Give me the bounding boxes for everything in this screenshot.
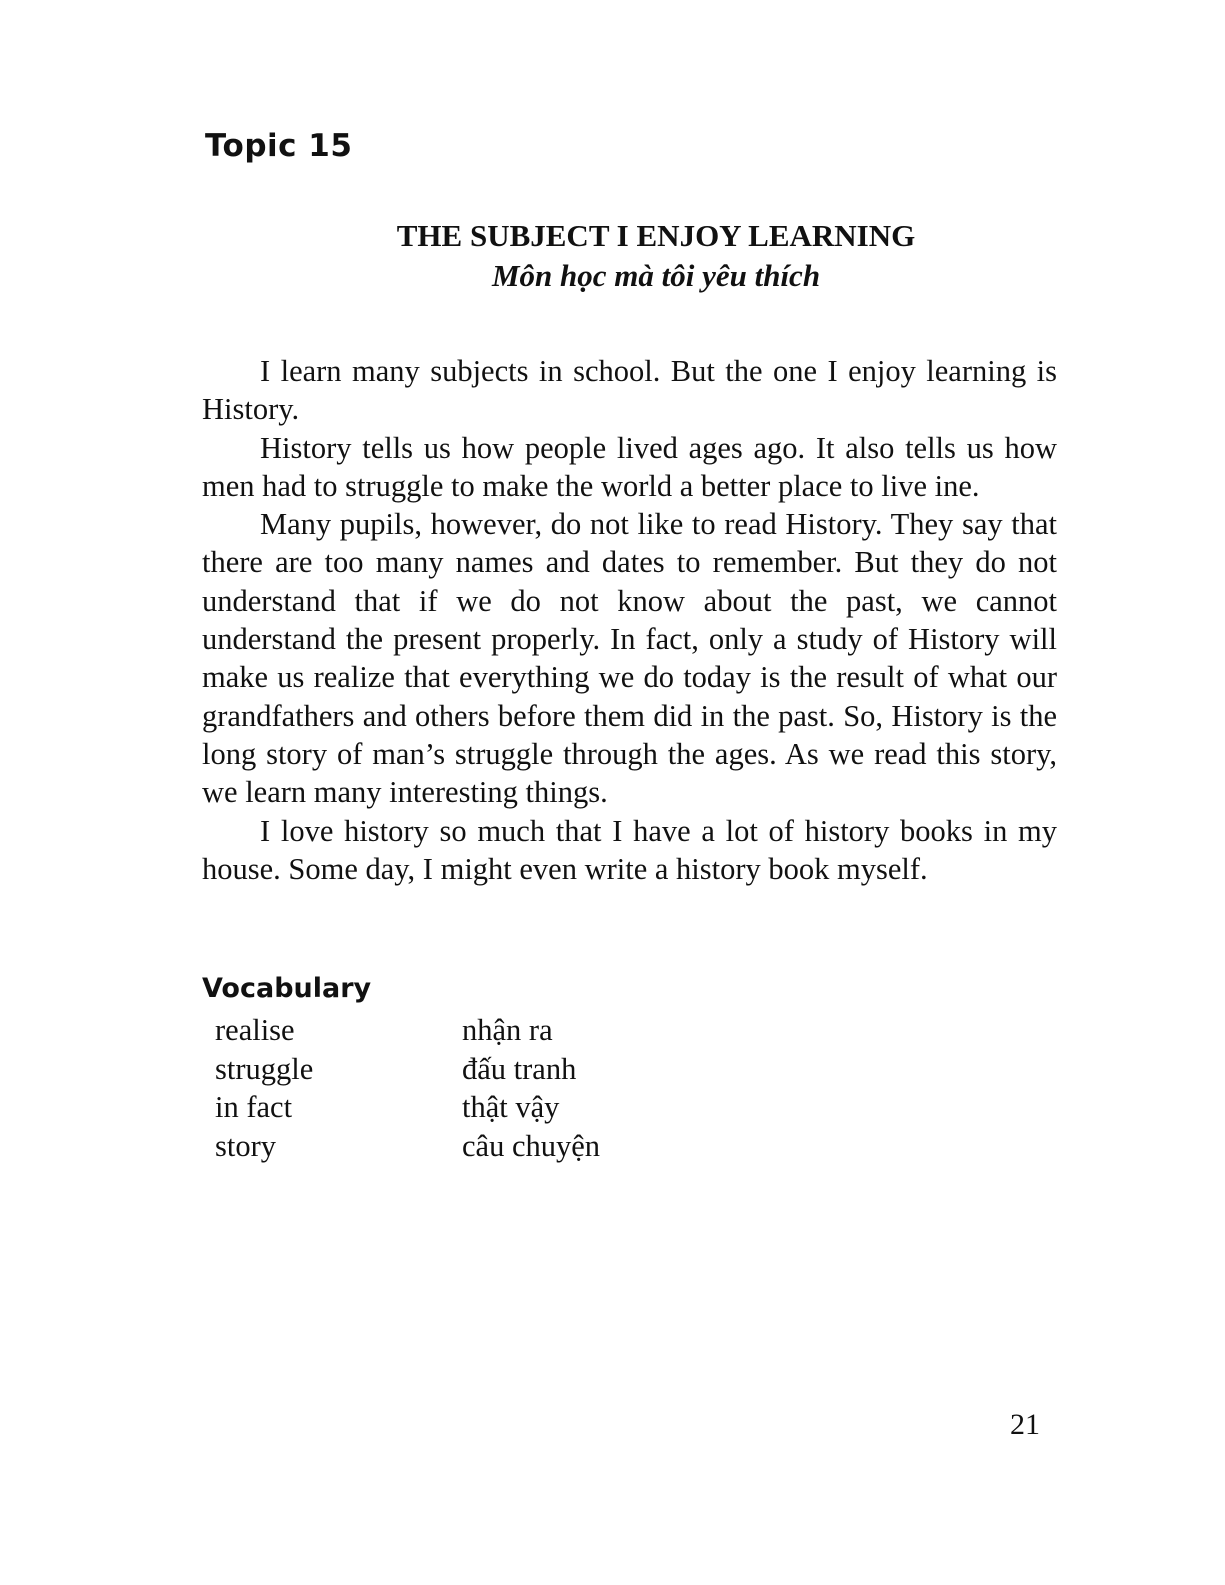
body-text: [202, 352, 1057, 888]
topic-heading: Topic 15: [205, 128, 353, 164]
vocabulary-heading: Vocabulary: [202, 973, 372, 1004]
vocabulary-term: realise: [215, 1013, 295, 1047]
paragraph-1: I learn many subjects in school. But the one I enjoy learning is History.: [202, 354, 1057, 427]
vocabulary-row: [215, 1011, 600, 1050]
paragraph-2: History tells us how people lived ages ago. It also tells us how men had to struggle to make the world a better place to live ine.: [202, 430, 1057, 503]
vocabulary-row: [215, 1050, 600, 1089]
paragraph-3: Many pupils, however, do not like to read History. They say that there are too many names and dates to remember. But they do not understand that if we do not know about the past, we cannot understand the present properly. In fact, only a study of History will make us realize that everything we do today is the result of what our grandfathers and others before them did in the past. So, History is the long story of man’s struggle through the ages. As we read this story, we learn many interesting things.: [202, 507, 1057, 810]
vocabulary-row: [215, 1127, 600, 1166]
vocabulary-term: struggle: [215, 1051, 314, 1086]
title-english: THE SUBJECT I ENJOY LEARNING: [396, 218, 916, 253]
vocabulary-meaning: đấu tranh: [462, 1051, 577, 1086]
title-block: [205, 216, 1057, 296]
title-vietnamese: Môn học mà tôi yêu thích: [491, 258, 821, 293]
vocabulary-list: [215, 1011, 600, 1165]
vocabulary-term: story: [215, 1128, 276, 1163]
paragraph-4: I love history so much that I have a lot of history books in my house. Some day, I might even write a history book myself.: [202, 813, 1057, 886]
vocabulary-meaning: câu chuyện: [462, 1128, 601, 1163]
vocabulary-meaning: thật vậy: [462, 1090, 560, 1124]
vocabulary-row: [215, 1088, 600, 1127]
vocabulary-meaning: nhận ra: [462, 1013, 553, 1047]
vocabulary-term: in fact: [215, 1090, 293, 1124]
page-number: 21: [1010, 1408, 1040, 1441]
